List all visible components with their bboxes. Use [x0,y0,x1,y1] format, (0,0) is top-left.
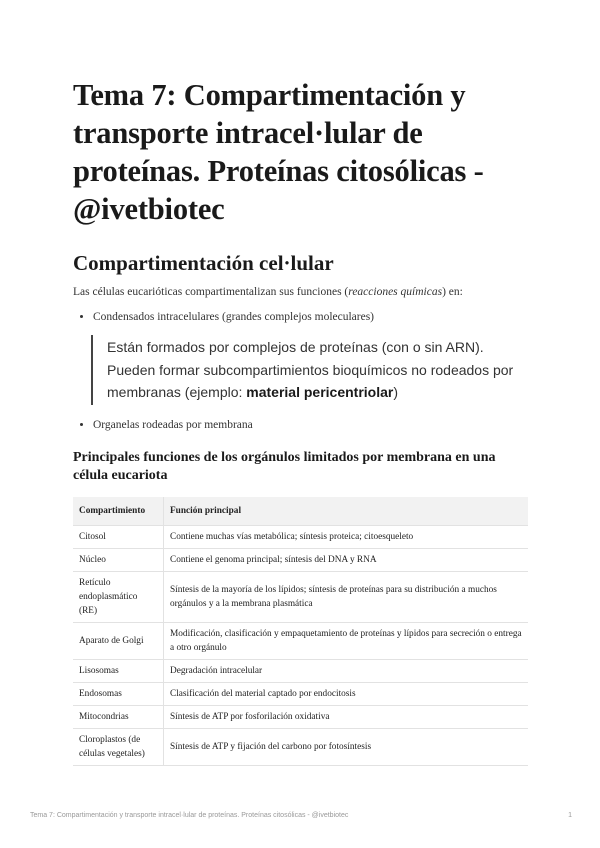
intro-emphasis: reacciones químicas [348,286,443,298]
cell-compartment: Retículo endoplasmático (RE) [73,571,164,622]
quote-text-after: ) [393,384,399,400]
blockquote [91,335,528,405]
header-funcion: Función principal [164,497,529,526]
cell-compartment: Endosomas [73,682,164,705]
intro-text-after: ) en: [442,286,463,298]
intro-text-before: Las células eucarióticas compartimentalizan sus funciones ( [73,286,349,298]
table-row [73,705,528,728]
section-heading: Compartimentación cel·lular [73,251,334,275]
cell-function: Síntesis de ATP y fijación del carbono por fotosíntesis [164,728,529,765]
table-heading: Principales funciones de los orgánulos limitados por membrana en una célula eucariota [73,449,496,483]
cell-compartment: Cloroplastos (de células vegetales) [73,728,164,765]
table-row [73,525,528,548]
cell-compartment: Núcleo [73,548,164,571]
bullet-list-2 [73,417,528,433]
cell-compartment: Citosol [73,525,164,548]
cell-compartment: Lisosomas [73,659,164,682]
table-header-row [73,497,528,526]
bullet-organelas: • Organelas rodeadas por membrana [93,417,528,433]
cell-compartment: Mitocondrias [73,705,164,728]
page-footer [30,812,572,819]
intro-paragraph [73,284,528,300]
quote-text-before: Están formados por complejos de proteínas (con o sin ARN). Pueden formar subcompartimientos bioquímicos no rodeados por membranas (ejemplo: [107,339,514,400]
cell-function: Degradación intracelular [164,659,529,682]
bullet-list-1 [73,309,528,325]
cell-function: Modificación, clasificación y empaquetamiento de proteínas y lípidos para secreción o entrega a otro orgánulo [164,622,529,659]
quote-bold-term: material pericentriolar [246,384,394,400]
table-row [73,682,528,705]
page-number: 1 [568,812,572,819]
header-compartimiento: Compartimiento [73,497,164,526]
cell-function: Síntesis de la mayoría de los lípidos; síntesis de proteínas para su distribución a muchos orgánulos y a la membrana plasmática [164,571,529,622]
cell-compartment: Aparato de Golgi [73,622,164,659]
table-row [73,622,528,659]
cell-function: Clasificación del material captado por endocitosis [164,682,529,705]
page-title: Tema 7: Compartimentación y transporte intracel·lular de proteínas. Proteínas citosólicas - @ivetbiotec [73,78,484,226]
table-row [73,728,528,765]
table-row [73,571,528,622]
organelle-table [73,497,528,766]
table-row [73,548,528,571]
cell-function: Contiene el genoma principal; síntesis del DNA y RNA [164,548,529,571]
footer-title: Tema 7: Compartimentación y transporte intracel·lular de proteínas. Proteínas citosólicas - @ivetbiotec [30,812,349,819]
cell-function: Contiene muchas vías metabólica; síntesis proteica; citoesqueleto [164,525,529,548]
cell-function: Síntesis de ATP por fosforilación oxidativa [164,705,529,728]
bullet-condensados: • Condensados intracelulares (grandes complejos moleculares) [93,309,528,325]
table-row [73,659,528,682]
document-page [73,76,528,766]
